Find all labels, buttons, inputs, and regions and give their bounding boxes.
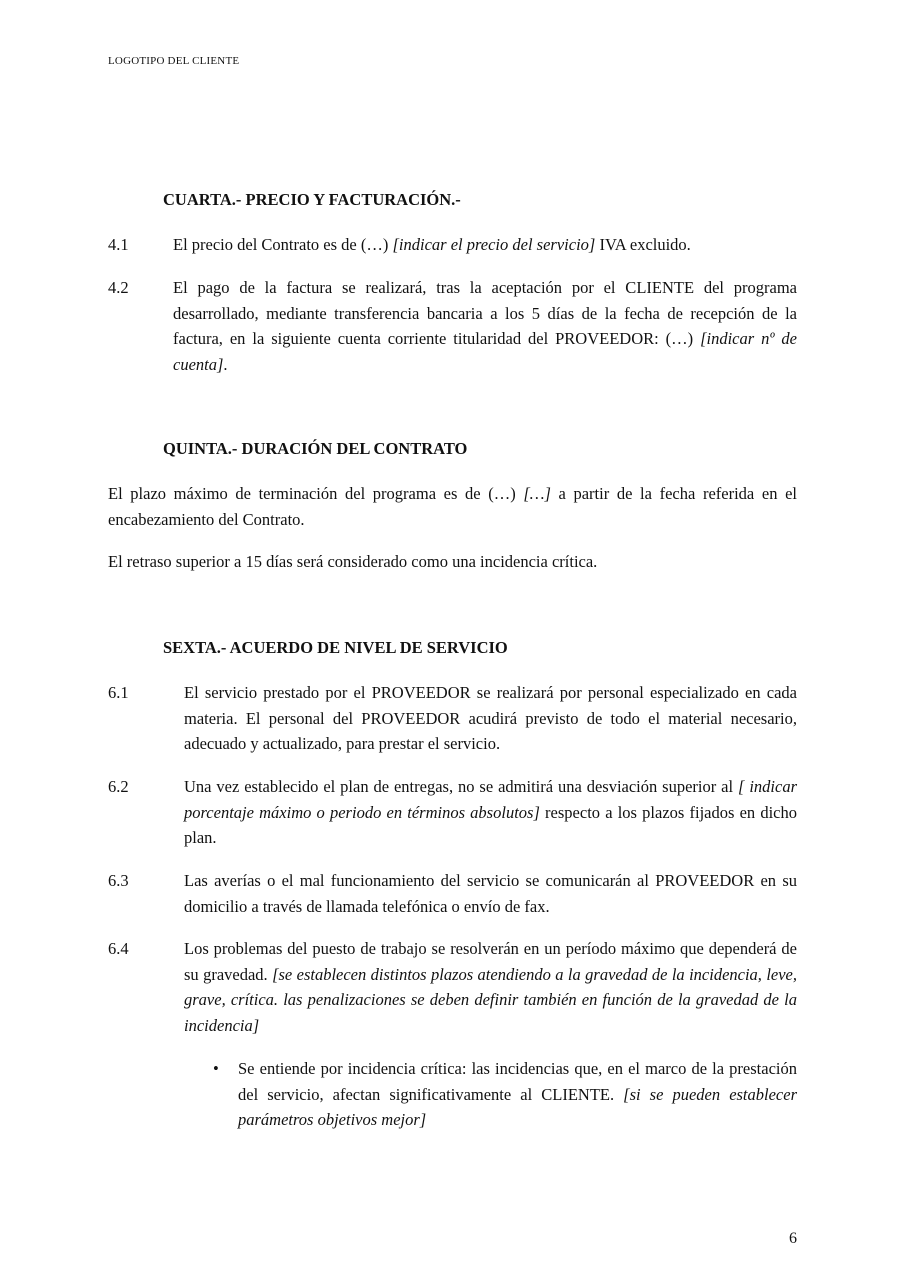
- paragraph-plazo: El plazo máximo de terminación del programa es de (…) […] a partir de la fecha referida en el encabezamiento del Contrato.: [108, 484, 797, 529]
- page-number: 6: [789, 1230, 797, 1247]
- placeholder-note: [indicar nº de cuenta]: [173, 329, 797, 374]
- clause-6-4: 6.4 Los problemas del puesto de trabajo se resolverán en un período máximo que dependerá de su gravedad. [se establecen distintos plazos atendiendo a la gravedad de la incidencia, leve, grave, crítica. las penalizaciones se deben definir también en función de la gravedad de la incidencia]: [108, 936, 797, 1038]
- clause-6-1: 6.1 El servicio prestado por el PROVEEDOR se realizará por personal especializado en cada materia. El personal del PROVEEDOR acudirá previsto de todo el material necesario, adecuado y actualizado, para prestar el servicio.: [108, 680, 797, 757]
- client-logo-placeholder: LOGOTIPO DEL CLIENTE: [108, 55, 240, 67]
- clause-6-2: 6.2 Una vez establecido el plan de entregas, no se admitirá una desviación superior al [ indicar porcentaje máximo o periodo en términos absolutos] respecto a los plazos fijados en dicho plan.: [108, 774, 797, 851]
- section-title-quinta: QUINTA.- DURACIÓN DEL CONTRATO: [163, 439, 468, 458]
- placeholder-note: [ indicar porcentaje máximo o periodo en términos absolutos]: [184, 777, 797, 822]
- bullet-icon: •: [213, 1059, 219, 1078]
- section-title-cuarta: CUARTA.- PRECIO Y FACTURACIÓN.-: [163, 190, 461, 209]
- placeholder-note: […]: [523, 484, 551, 503]
- clause-number: 4.1: [108, 235, 129, 254]
- section-title-sexta: SEXTA.- ACUERDO DE NIVEL DE SERVICIO: [163, 638, 508, 657]
- clause-6-3: 6.3 Las averías o el mal funcionamiento del servicio se comunicarán al PROVEEDOR en su domicilio a través de llamada telefónica o envío de fax.: [108, 868, 797, 919]
- clause-4-1: 4.1 El precio del Contrato es de (…) [indicar el precio del servicio] IVA excluido.: [108, 232, 797, 258]
- placeholder-note: [indicar el precio del servicio]: [392, 235, 596, 254]
- clause-number: 6.1: [108, 683, 129, 702]
- clause-number: 6.3: [108, 871, 129, 890]
- clause-number: 6.2: [108, 777, 129, 796]
- bullet-item-incidencia-critica: • Se entiende por incidencia crítica: las incidencias que, en el marco de la prestación del servicio, afectan significativamente al CLIENTE. [si se pueden establecer parámetros objetivos mejor]: [213, 1056, 797, 1133]
- clause-number: 4.2: [108, 278, 129, 297]
- placeholder-note: [si se pueden establecer parámetros objetivos mejor]: [238, 1084, 797, 1129]
- paragraph-retraso: El retraso superior a 15 días será considerado como una incidencia crítica.: [108, 552, 598, 571]
- clause-4-2: 4.2 El pago de la factura se realizará, tras la aceptación por el CLIENTE del programa desarrollado, mediante transferencia bancaria a los 5 días de la fecha de recepción de la factura, en la siguiente cuenta corriente titularidad del PROVEEDOR: (…) [indicar nº de cuenta].: [108, 275, 797, 377]
- placeholder-note: [se establecen distintos plazos atendiendo a la gravedad de la incidencia, leve, grave, crítica. las penalizaciones se deben definir también en función de la gravedad de la incidencia]: [184, 964, 797, 1035]
- clause-number: 6.4: [108, 939, 129, 958]
